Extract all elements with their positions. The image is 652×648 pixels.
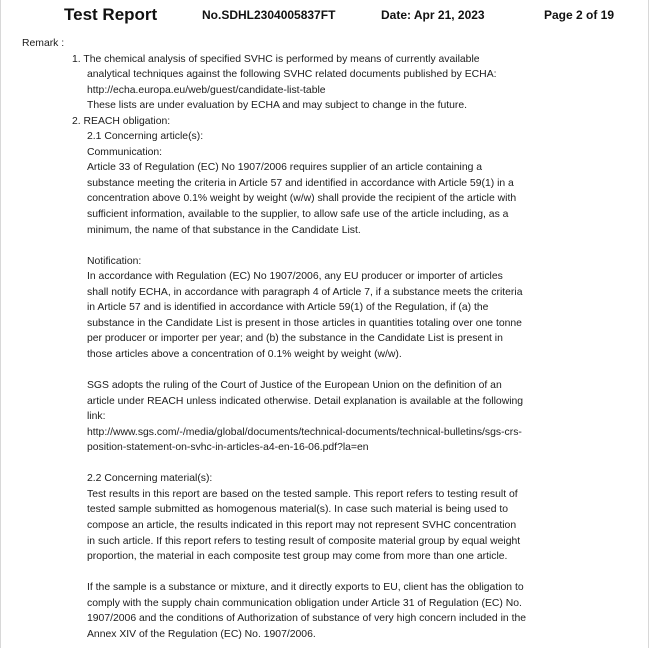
report-title: Test Report — [64, 5, 158, 24]
remark-line: http://www.sgs.com/-/media/global/documents/technical-documents/technical-bulletins/sgs-crs- — [87, 426, 522, 438]
remark-line: Notification: — [87, 255, 142, 267]
remark-line: tested sample submitted as homogenous material(s). In case such material is being used to — [87, 504, 509, 516]
remark-line: SGS adopts the ruling of the Court of Justice of the European Union on the definition of an — [87, 380, 502, 392]
remark-line: 2. REACH obligation: — [72, 115, 171, 127]
remark-line: proportion, the material in each composite test group may come from more than one article. — [87, 551, 508, 563]
remark-line: in Article 57 and is identified in accordance with Article 59(1) of the Regulation, if (a) the — [87, 302, 489, 314]
report-date: Date: Apr 21, 2023 — [381, 8, 485, 22]
remark-line: Communication: — [87, 146, 163, 158]
remark-line: 1. The chemical analysis of specified SVHC is performed by means of currently available — [72, 53, 480, 65]
remark-line: Test results in this report are based on the tested sample. This report refers to testing result of — [87, 488, 518, 500]
page-indicator: Page 2 of 19 — [544, 8, 615, 22]
remark-line: position-statement-on-svhc-in-articles-a4-en-16-06.pdf?la=en — [87, 442, 369, 454]
remark-line: If the sample is a substance or mixture, and it directly exports to EU, client has the obligation to — [87, 582, 524, 594]
remark-line: article under REACH unless indicated otherwise. Detail explanation is available at the following — [87, 395, 524, 407]
remark-label: Remark : — [22, 38, 65, 49]
remark-line: analytical techniques against the following SVHC related documents published by ECHA: — [87, 69, 497, 81]
remark-line: compose an article, the results indicated in this report may not represent SVHC concentration — [87, 520, 517, 531]
report-number: No.SDHL2304005837FT — [202, 8, 336, 22]
remark-line: 2.2 Concerning material(s): — [87, 473, 213, 485]
remark-line: link: — [87, 411, 106, 423]
remark-line: Article 33 of Regulation (EC) No 1907/2006 requires supplier of an article containing a — [87, 162, 483, 174]
page-edge-right — [648, 0, 649, 648]
remark-line: substance meeting the criteria in Article 57 and identified in accordance with Article 59(1) in a — [87, 177, 514, 189]
remark-line: minimum, the name of that substance in the Candidate List. — [87, 224, 361, 236]
remark-line: http://echa.europa.eu/web/guest/candidate-list-table — [87, 84, 326, 96]
remark-line: 1907/2006 and the conditions of Authorization of substance of very high concern included in the — [87, 613, 527, 625]
remark-line: in such article. If this report refers to testing result of composite material group by equal weight — [87, 535, 521, 547]
remark-line: Annex XIV of the Regulation (EC) No. 1907/2006. — [87, 628, 316, 640]
page-edge-left — [0, 0, 1, 648]
remark-line: comply with the supply chain communication obligation under Article 31 of Regulation (EC) No. — [87, 597, 522, 609]
remark-line: 2.1 Concerning article(s): — [87, 131, 204, 143]
remark-line: sufficient information, available to the supplier, to allow safe use of the article including, as a — [87, 209, 509, 220]
remark-line: substance in the Candidate List is present in those articles in quantities totaling over one tonne — [87, 317, 522, 329]
remark-line: per producer or importer per year; and (b) the substance in the Candidate List is present in — [87, 333, 503, 345]
remark-line: These lists are under evaluation by ECHA and may subject to change in the future. — [87, 100, 468, 112]
report-header — [0, 0, 652, 30]
remark-line: In accordance with Regulation (EC) No 1907/2006, any EU producer or importer of articles — [87, 271, 503, 283]
remark-line: those articles above a concentration of 0.1% weight by weight (w/w). — [87, 348, 402, 360]
remark-line: concentration above 0.1% weight by weight (w/w) shall provide the recipient of the article with — [87, 193, 517, 205]
remark-line: shall notify ECHA, in accordance with paragraph 4 of Article 7, if a substance meets the criteria — [87, 286, 523, 298]
